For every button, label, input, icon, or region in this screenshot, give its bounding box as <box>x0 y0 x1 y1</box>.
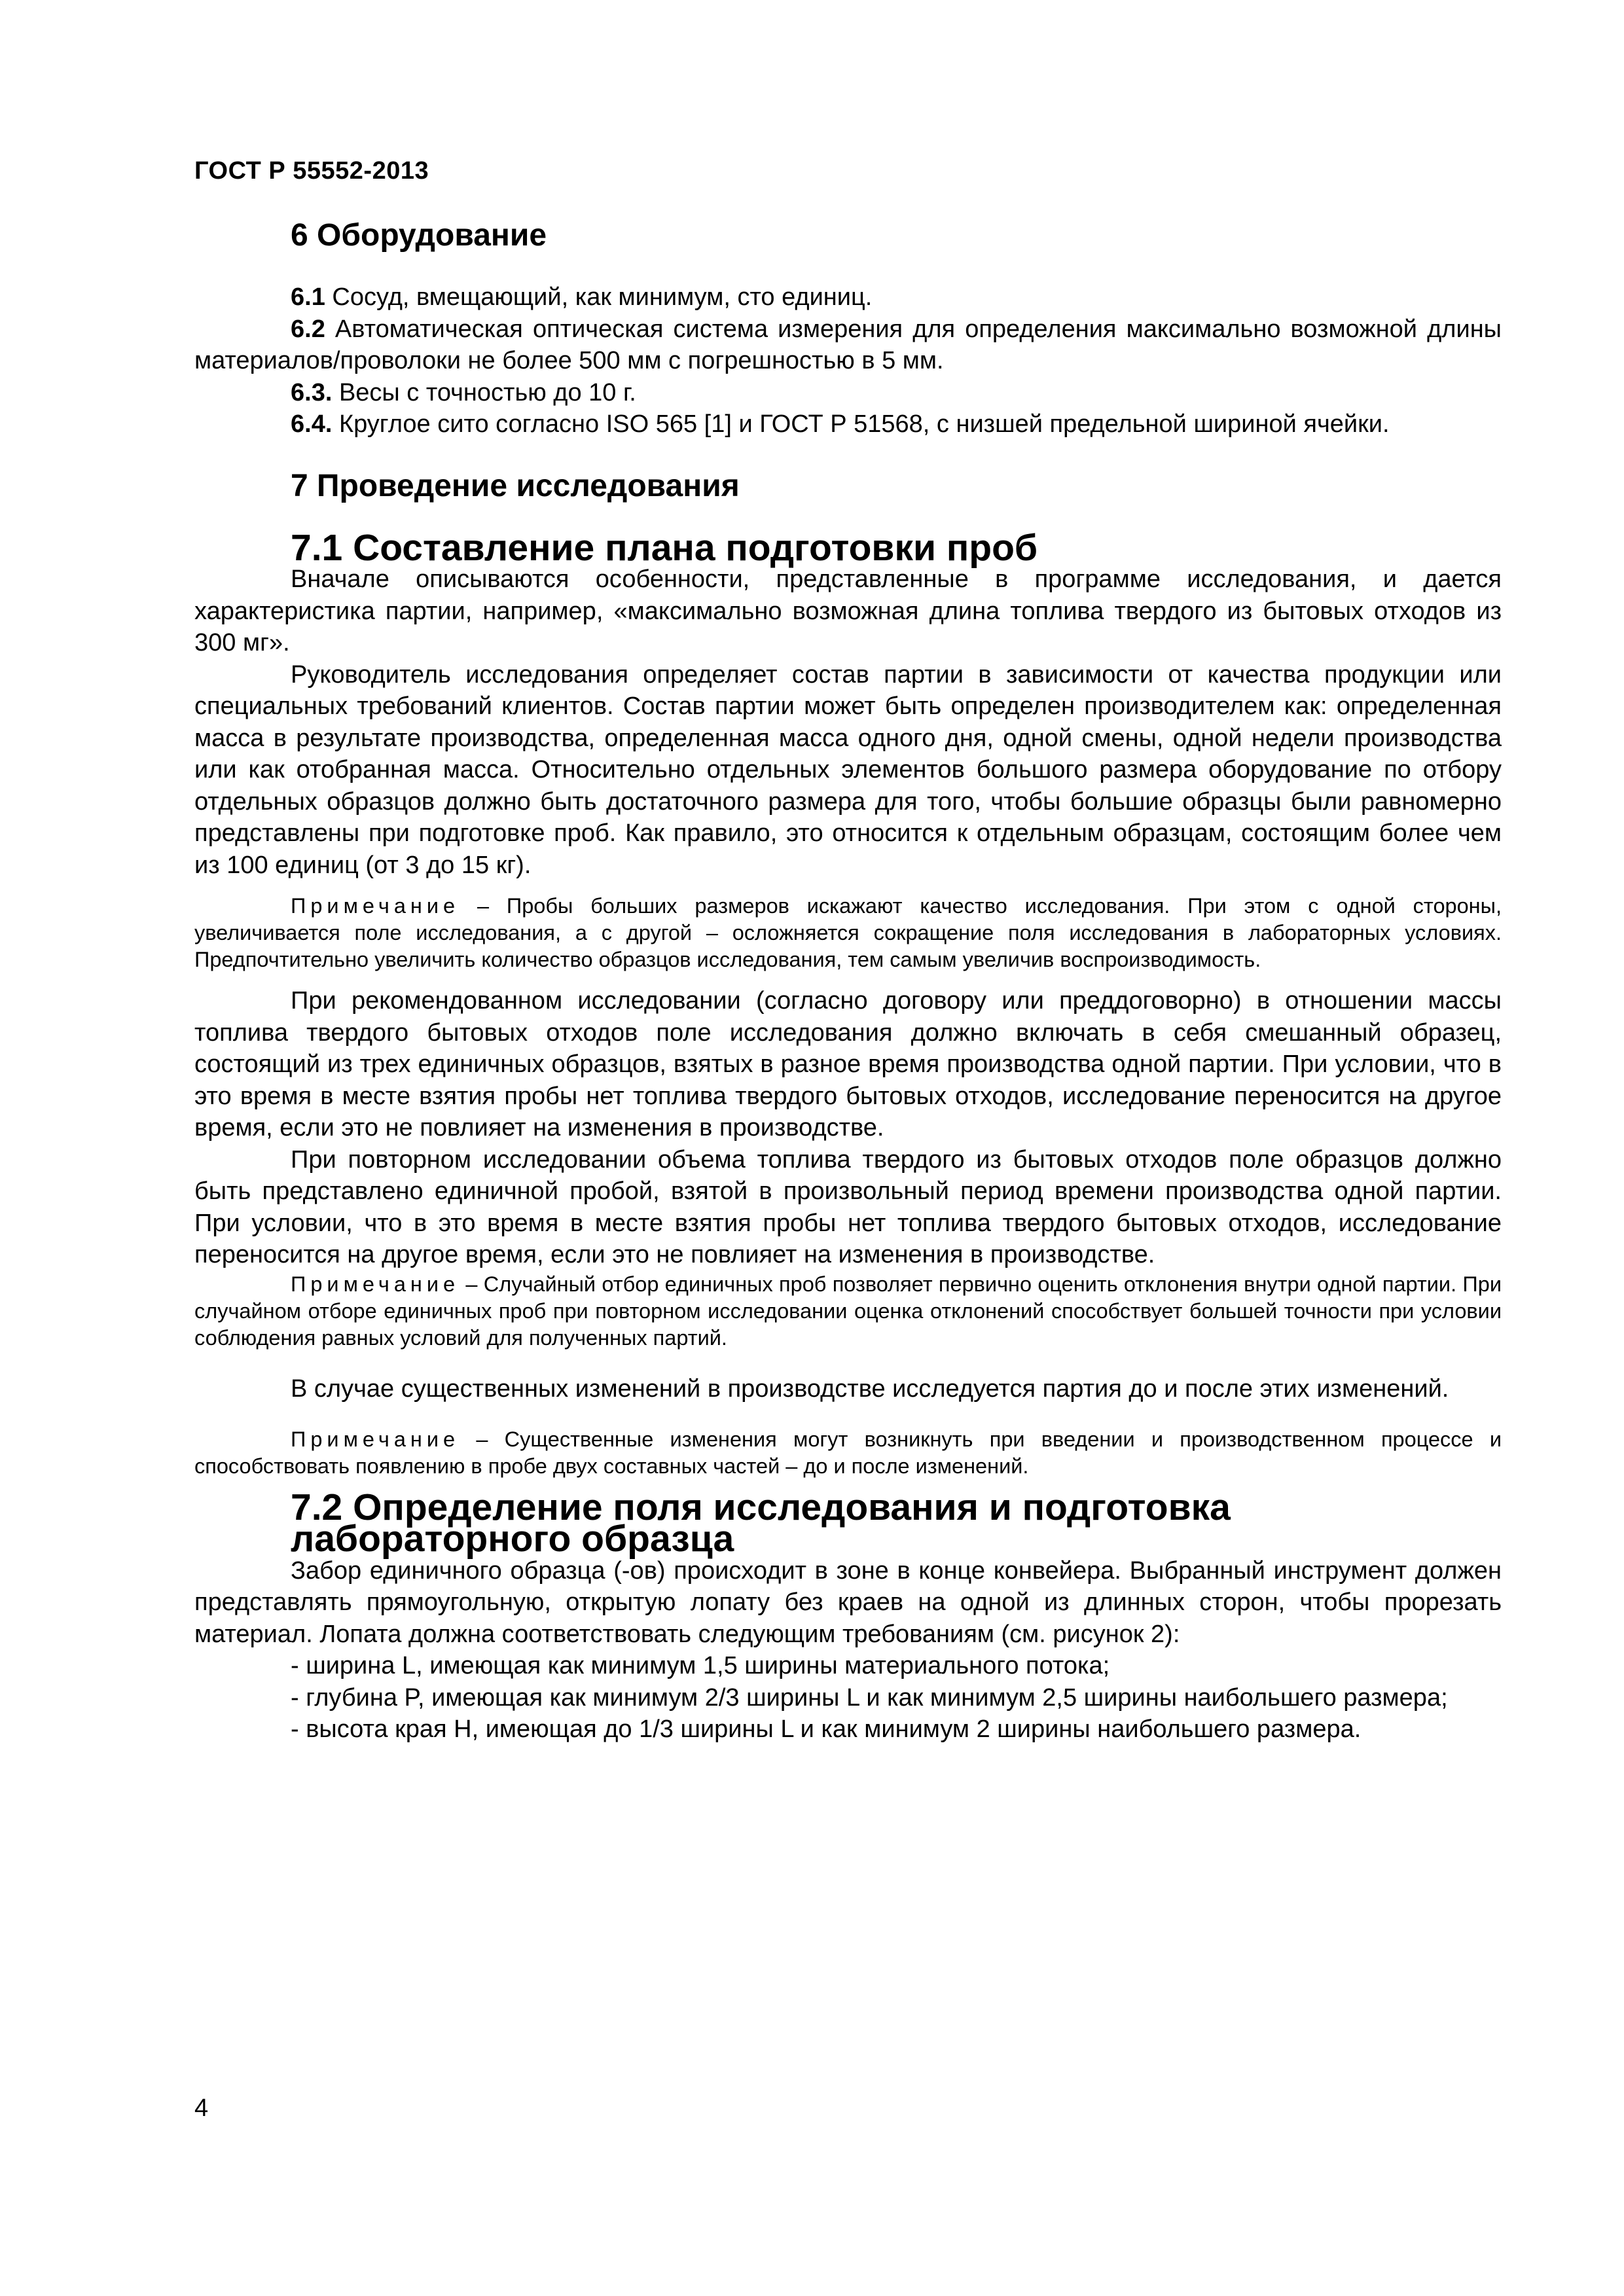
paragraph: В случае существенных изменений в производстве исследуется партия до и после этих изменений. <box>291 1374 1449 1403</box>
section-6-title: 6 Оборудование <box>291 218 547 253</box>
paragraph: При рекомендованном исследовании (согласно договору или преддоговорно) в отношении массы топлива твердого бытовых отходов поле исследования должно включать в себя смешанный образец, состоящий из трех единичных образцов, взятых в разное время производства одной партии. При условии, что в это время в месте взятия пробы нет топлива твердого бытовых отходов, исследование переносится на другое время, если это не повлияет на изменения в производстве. <box>194 987 1502 1141</box>
paragraph: При повторном исследовании объема топлива твердого из бытовых отходов поле образцов должно быть представлено единичной пробой, взятой в произвольный период времени производства одной партии. При условии, что в это время в месте взятия пробы нет топлива твердого бытовых отходов, исследование переносится на другое время, если это не повлияет на изменения в производстве. <box>194 1145 1502 1268</box>
item-6-1 <box>194 281 1502 314</box>
list-item: - ширина L, имеющая как минимум 1,5 ширины материального потока; <box>291 1652 1110 1679</box>
note-1 <box>194 893 1502 973</box>
note-2 <box>194 1271 1502 1352</box>
item-label: 6.2 <box>291 315 325 343</box>
doc-header: ГОСТ Р 55552-2013 <box>194 157 429 185</box>
page-number: 4 <box>194 2094 209 2122</box>
subsection-7-1-title: 7.1 Составление плана подготовки проб <box>291 526 1038 569</box>
item-6-2 <box>194 314 1502 377</box>
note-text: – Случайный отбор единичных проб позволяет первично оценить отклонения внутри одной партии. При случайном отборе единичных проб при повторном исследовании оценка отклонений способствует большей точности при условии соблюдения равных условий для полученных партий. <box>194 1272 1502 1350</box>
item-label: 6.1 <box>291 283 325 311</box>
item-text: Сосуд, вмещающий, как минимум, сто единиц. <box>325 283 873 311</box>
item-text: Автоматическая оптическая система измерения для определения максимально возможной длины материалов/проволоки не более 500 мм с погрешностью в 5 мм. <box>194 315 1502 374</box>
section-7-title: 7 Проведение исследования <box>291 468 740 503</box>
item-text: Весы с точностью до 10 г. <box>332 378 636 406</box>
paragraph: Руководитель исследования определяет состав партии в зависимости от качества продукции или специальных требований клиентов. Состав партии может быть определен производителем как: определенная масса в результате производства, определенная масса одного дня, одной смены, одной недели производства или как отобранная масса. Относительно отдельных элементов большого размера оборудование по отбору отдельных образцов должно быть достаточного размера для того, чтобы большие образцы были равномерно представлены при подготовке проб. Как правило, это относится к отдельным образцам, состоящим более чем из 100 единиц (от 3 до 15 кг). <box>194 660 1502 879</box>
note-text: – Пробы больших размеров искажают качество исследования. При этом с одной стороны, увеличивается поле исследования, а с другой – осложняется сокращение поля исследования в лабораторных условиях. Предпочтительно увеличить количество образцов исследования, тем самым увеличив воспроизводимость. <box>194 894 1502 971</box>
list-item: - глубина P, имеющая как минимум 2/3 ширины L и как минимум 2,5 ширины наибольшего размера; <box>291 1683 1448 1712</box>
item-text: Круглое сито согласно ISO 565 [1] и ГОСТ Р 51568, с низшей предельной шириной ячейки. <box>332 410 1390 438</box>
note-3 <box>194 1426 1502 1480</box>
item-label: 6.3. <box>291 378 333 406</box>
note-word: Примечание <box>291 1427 460 1451</box>
list-item: - высота края H, имеющая до 1/3 ширины L и как минимум 2 ширины наибольшего размера. <box>291 1715 1362 1743</box>
note-text: – Существенные изменения могут возникнуть при введении и производственном процессе и способствовать появлению в пробе двух составных частей – до и после изменений. <box>194 1427 1502 1478</box>
paragraph: Вначале описываются особенности, представленные в программе исследования, и дается характеристика партии, например, «максимально возможная длина топлива твердого из бытовых отходов из 300 мг». <box>194 565 1502 656</box>
note-word: Примечание <box>291 1272 460 1296</box>
subsection-7-2-title: 7.2 Определение поля исследования и подготовка лабораторного образца <box>291 1486 1231 1560</box>
item-6-3 <box>194 377 1502 409</box>
item-label: 6.4. <box>291 410 333 438</box>
paragraph: Забор единичного образца (-ов) происходит в зоне в конце конвейера. Выбранный инструмент должен представлять прямоугольную, открытую лопату без краев на одной из длинных сторон, чтобы прорезать материал. Лопата должна соответствовать следующим требованиям (см. рисунок 2): <box>194 1556 1502 1648</box>
page-content <box>194 216 1502 1746</box>
note-word: Примечание <box>291 894 460 918</box>
item-6-4 <box>194 408 1502 440</box>
